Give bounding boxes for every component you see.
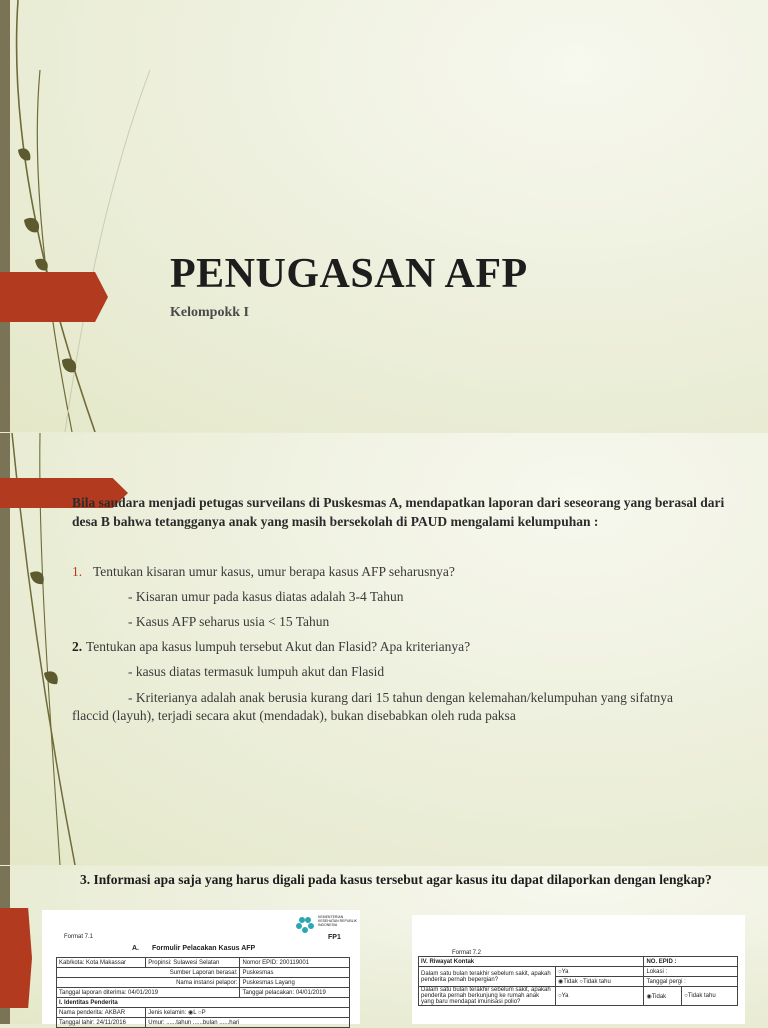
table-row [57,1008,350,1018]
form1-label: Nama penderita: [59,1009,104,1016]
form2-cell [556,977,644,987]
q1-number: 1. [72,564,83,579]
decorative-lines [0,0,160,432]
form2-option: Tidak [563,979,578,985]
radio-empty-icon[interactable]: ○ [579,979,583,985]
form1-cell: Propinsi: Sulawesi Selatan [146,958,240,968]
form1-cell: Umur: ......tahun ......bulan ......hari [146,1018,350,1028]
radio-empty-icon[interactable]: ○ [684,993,688,999]
table-row [57,1018,350,1028]
form2-cell [556,987,644,1006]
form2-cell: Tanggal pergi : [644,977,738,987]
form1-heading-letter: A. [132,945,139,952]
q1-text: Tentukan kisaran umur kasus, umur berapa kasus AFP seharusnya? [93,564,455,579]
form1-label: Jenis kelamin: [148,1010,187,1016]
form1-cell [146,1008,350,1018]
intro-paragraph: Bila saudara menjadi petugas surveilans di Puskesmas A, mendapatkan laporan dari seseorang yang berasal dari desa B bahwa tetangganya anak yang masih bersekolah di PAUD mengalami kelumpuhan : [72,495,725,529]
slide-title: PENUGASAN AFP [170,251,528,297]
q2-answer-2-line2: flaccid (layuh), terjadi secara akut (mendadak), bukan disebabkan oleh ruda paksa [72,708,516,723]
q2-answer-1: - kasus diatas termasuk lumpuh akut dan Flasid [128,664,385,679]
table-row [57,958,350,968]
form1-code: FP1 [328,934,341,941]
form1-cell: Nama instansi pelapor: [57,978,240,988]
left-strip [0,0,10,432]
slide-subtitle: Kelompokk I [170,305,249,320]
form-riwayat-kontak [412,915,745,1024]
radio-empty-icon[interactable]: ○ [558,993,562,999]
q2-answer-2-line1: - Kriterianya adalah anak berusia kurang dari 15 tahun dengan kelemahan/kelumpuhan yang sifatnya [128,690,674,705]
form-arrow [0,908,32,1008]
form1-cell: Puskesmas [240,968,350,978]
table-row [419,957,738,967]
form1-cell: Nomor EPID: 200119001 [240,958,350,968]
q1-answer-2: - Kasus AFP seharus usia < 15 Tahun [128,614,330,629]
form2-cell [556,967,644,977]
form1-table [56,957,350,1028]
radio-checked-icon[interactable]: ◉ [558,979,564,985]
form2-format: Format 7.2 [452,950,482,956]
form2-cell [682,987,738,1006]
ministry-logo-text: KEMENTERIAN KESEHATAN REPUBLIK INDONESIA [318,915,357,927]
title-arrow [0,272,108,322]
table-row [419,987,738,1006]
table-row [57,998,350,1008]
radio-empty-icon[interactable]: ○ [558,968,562,975]
radio-checked-icon[interactable]: ◉ [187,1010,194,1016]
form2-option: Ya [561,968,569,975]
ministry-logo-icon [294,914,316,934]
form2-section: IV. Riwayat Kontak [419,957,644,967]
form1-cell: Sumber Laporan berasal: [57,968,240,978]
form2-epid: NO. EPID : [644,957,738,967]
table-row [57,988,350,998]
form1-section: I. Identitas Penderita [57,998,350,1008]
form1-cell: Tanggal pelacakan: 04/01/2019 [240,988,350,998]
radio-empty-icon[interactable]: ○ [197,1010,202,1016]
form1-cell [57,1008,146,1018]
question-3: 3. Informasi apa saja yang harus digali pada kasus tersebut agar kasus itu dapat dilaporkan dengan lengkap? [80,872,712,887]
form1-cell: Kab/kota: Kota Makassar [57,958,146,968]
table-row [57,978,350,988]
form1-cell: Puskesmas Layang [240,978,350,988]
form2-question: Dalam satu bulan terakhir sebelum sakit, apakah penderita pernah berkunjung ke rumah anak yang baru mendapat imunisasi polio? [419,987,556,1006]
form2-option: Tidak [651,993,667,1000]
form1-option: L [193,1010,197,1016]
radio-checked-icon[interactable]: ◉ [646,993,652,1000]
q2-text: Tentukan apa kasus lumpuh tersebut Akut dan Flasid? Apa kriterianya? [86,639,471,654]
form1-format: Format 7.1 [64,934,94,940]
q2-number: 2. [72,639,83,654]
form1-cell: Tanggal lahir: 24/11/2016 [57,1018,146,1028]
form2-table [418,956,738,1006]
form1-cell: Tanggal laporan diterima: 04/01/2019 [57,988,240,998]
q1-answer-1: - Kisaran umur pada kasus diatas adalah 3-4 Tahun [128,589,404,604]
title-slide [0,0,768,432]
form2-question: Dalam satu bulan terakhir sebelum sakit, apakah penderita pernah bepergian? [419,967,556,987]
form2-option: Tidak tahu [687,993,716,999]
table-row [57,968,350,978]
form2-option: Ya [561,993,569,999]
form1-option: P [201,1010,206,1016]
form2-cell: Lokasi : [644,967,738,977]
table-row [419,967,738,977]
form1-value: AKBAR [104,1009,126,1016]
form1-heading: Formulir Pelacakan Kasus AFP [152,945,256,952]
form2-cell [644,987,682,1006]
form-pelacakan-afp [42,910,360,1024]
form2-option: Tidak tahu [583,979,611,985]
